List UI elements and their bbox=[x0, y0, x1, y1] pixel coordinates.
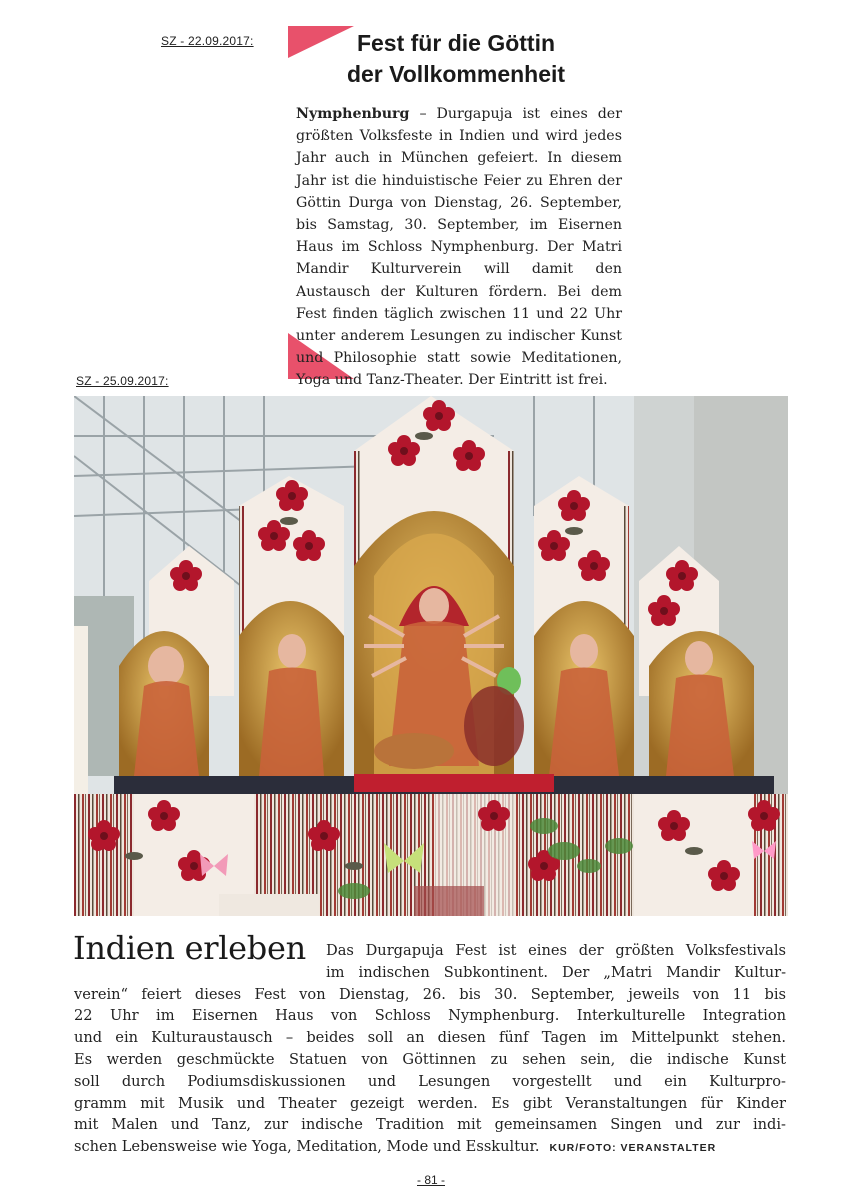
article1-headline bbox=[288, 28, 624, 90]
article2-line: schen Lebensweise wie Yoga, Meditation, Mode und Esskultur. bbox=[74, 1138, 540, 1156]
article-fest-fuer-die-goettin bbox=[288, 22, 624, 389]
article2-line: soll durch Podiumsdiskussionen und Lesungen vorgestellt und ein Kulturpro- bbox=[74, 1072, 786, 1090]
source-label-sz-22-09-2017: SZ - 22.09.2017: bbox=[161, 34, 254, 48]
headline-line-1: Fest für die Göttin bbox=[356, 30, 556, 56]
article2-body bbox=[74, 940, 786, 1160]
durga-statues-photo bbox=[74, 396, 788, 916]
article1-body bbox=[296, 103, 622, 418]
source-label-sz-25-09-2017: SZ - 25.09.2017: bbox=[76, 374, 169, 388]
article2-line: 22 Uhr im Eisernen Haus von Schloss Nymphenburg. Interkulturelle Integration bbox=[74, 1007, 786, 1025]
article2-line: gramm mit Musik und Theater gezeigt werden. Es gibt Veranstaltungen für Kinder bbox=[74, 1094, 786, 1112]
article2-line: mit Malen und Tanz, zur indische Tradition mit gemeinsamen Singen und zur indi- bbox=[74, 1116, 786, 1134]
page-number: - 81 - bbox=[417, 1173, 446, 1187]
article2-last-line bbox=[74, 1136, 786, 1160]
article1-place: Nymphenburg bbox=[296, 106, 410, 122]
article2-headline: Indien erleben bbox=[73, 929, 306, 967]
article2-credit: KUR/FOTO: VERANSTALTER bbox=[549, 1142, 717, 1155]
article1-text: – Durgapuja ist eines der größten Volksfeste in Indien und wird jedes Jahr auch in München gefeiert. In diesem Jahr ist die hinduistische Feier zu Ehren der Göttin Durga von Dienstag, 26. September, bis Samstag, 30. September, im Eisernen Haus im Schloss Nymphenburg. Der Matri Mandir Kulturverein will damit den Austausch der Kulturen fördern. Bei dem Fest finden täglich zwischen 11 und 22 Uhr unter anderem Lesungen zu indischer Kunst und Philosophie statt sowie Meditationen, Yoga und Tanz-Theater. Der Eintritt ist frei. bbox=[296, 106, 622, 389]
article2-line: im indischen Subkontinent. Der „Matri Mandir Kultur- bbox=[326, 963, 786, 981]
article2-line: verein“ feiert dieses Fest von Dienstag, 26. bis 30. September, jeweils von 11 bis bbox=[74, 985, 786, 1003]
headline-line-2: der Vollkommenheit bbox=[346, 61, 566, 87]
article2-line: und ein Kulturaustausch – beides soll an diesen fünf Tagen im Mittelpunkt stehen. bbox=[74, 1029, 786, 1047]
article2-line: Das Durgapuja Fest ist eines der größten Volksfestivals bbox=[326, 942, 786, 959]
article2-line: Es werden geschmückte Statuen von Göttinnen zu sehen sein, die indische Kunst bbox=[74, 1050, 786, 1068]
